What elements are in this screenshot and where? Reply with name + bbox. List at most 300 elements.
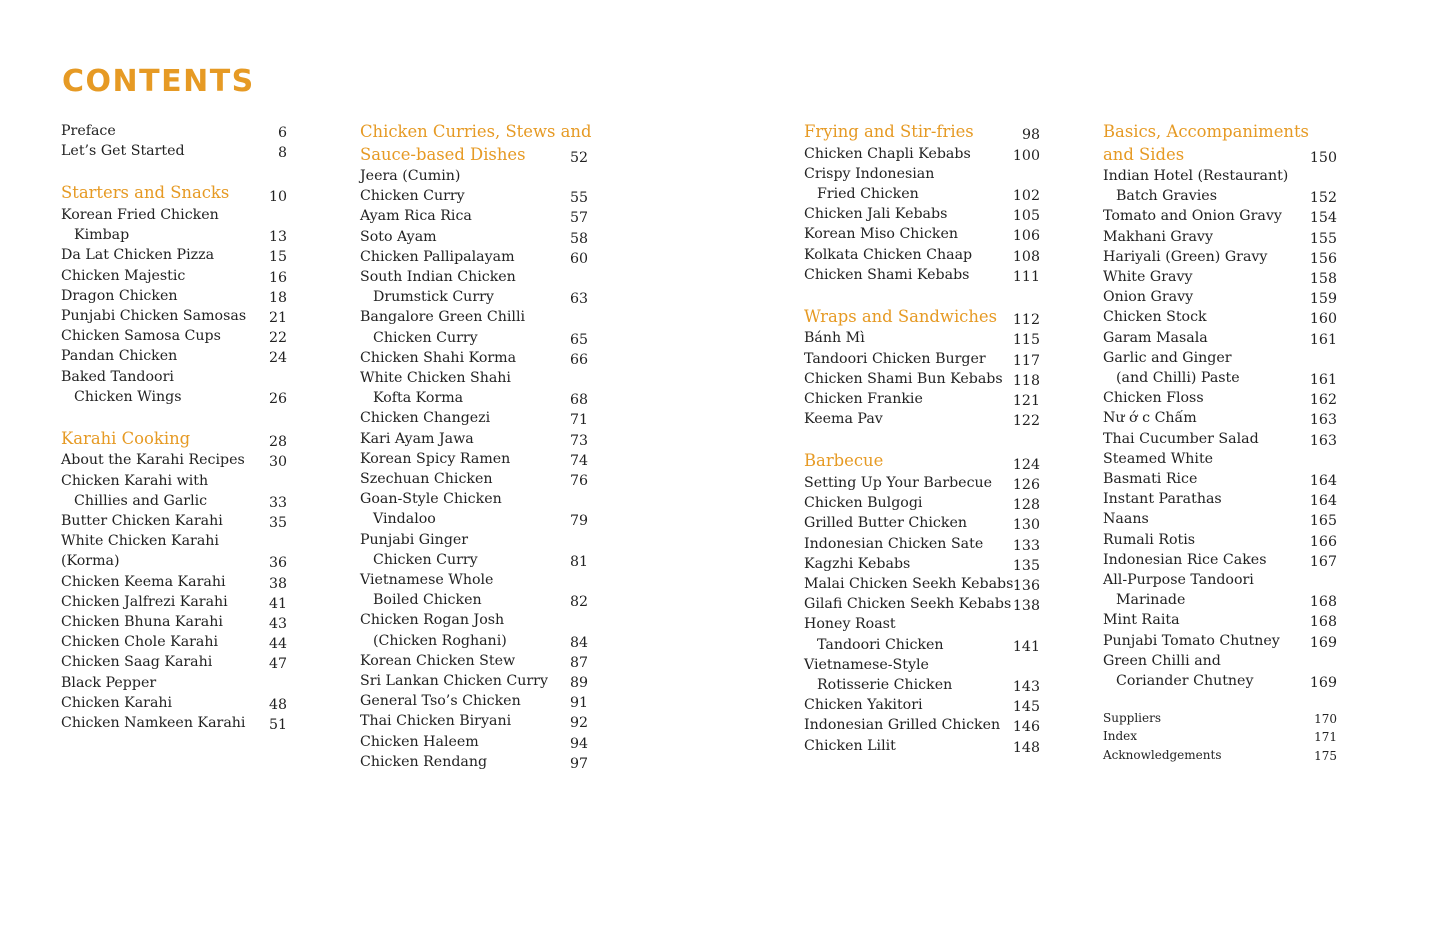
entry-title-line: Chicken Karahi [61, 694, 173, 711]
entry-title [61, 531, 251, 571]
entry-title-line: Chicken Floss [1103, 390, 1204, 407]
section-heading-page: 28 [268, 434, 287, 451]
entry-page-number: 44 [268, 636, 287, 653]
entry-title [804, 389, 1004, 409]
contents-entry[interactable] [804, 265, 1040, 285]
contents-entry[interactable] [1103, 570, 1337, 610]
entry-title [1103, 328, 1301, 348]
contents-entry[interactable] [804, 349, 1040, 369]
contents-entry[interactable] [804, 164, 1040, 204]
entry-page-number: 163 [1309, 412, 1337, 429]
contents-entry[interactable] [360, 206, 588, 226]
entry-page-number: 16 [268, 269, 287, 286]
entry-title [804, 574, 1014, 594]
contents-entry[interactable] [61, 713, 287, 733]
entry-page-number: 94 [569, 735, 588, 752]
section-heading-line: Barbecue [804, 451, 884, 471]
contents-entry[interactable] [61, 592, 287, 612]
entry-title [61, 693, 251, 713]
entry-title-line: Keema Pav [804, 411, 883, 428]
entry-title-line: Indonesian Rice Cakes [1103, 551, 1267, 568]
entry-title-line: Kofta Korma [373, 390, 464, 407]
section-heading[interactable] [61, 182, 287, 205]
entry-title-line: Green Chilli and [1103, 652, 1221, 669]
entry-page-number: 136 [1012, 577, 1040, 594]
contents-entry[interactable] [1103, 227, 1337, 247]
contents-entry[interactable] [804, 554, 1040, 574]
entry-title-line: Chicken Jali Kebabs [804, 206, 948, 223]
entry-title-line: Indonesian Grilled Chicken [804, 717, 1001, 734]
entry-title-line: Boiled Chicken [373, 592, 482, 609]
section-heading[interactable] [61, 428, 287, 451]
entry-title-line: Batch Gravies [1116, 188, 1217, 205]
entry-title-line: Chicken Frankie [804, 391, 923, 408]
contents-entry[interactable] [360, 429, 588, 449]
contents-entry[interactable] [360, 671, 588, 691]
contents-entry[interactable] [360, 570, 588, 610]
contents-entry[interactable] [1103, 247, 1337, 267]
entry-title [1103, 227, 1301, 247]
contents-entry[interactable] [1103, 429, 1337, 449]
entry-page-number: 87 [569, 654, 588, 671]
entry-title [1103, 449, 1301, 489]
entry-title-line: Butter Chicken Karahi [61, 513, 223, 530]
section-heading[interactable] [360, 121, 592, 166]
entry-page-number: 22 [268, 330, 287, 347]
entry-title-line: Tandoori Chicken [817, 636, 944, 653]
entry-page-number: 133 [1012, 537, 1040, 554]
entry-title [360, 671, 552, 691]
entry-title-line: Punjabi Tomato Chutney [1103, 632, 1280, 649]
entry-title [61, 306, 251, 326]
contents-entry[interactable] [360, 267, 588, 307]
entry-title [360, 610, 552, 650]
entry-page-number: 148 [1012, 739, 1040, 756]
entry-page-number: 121 [1012, 393, 1040, 410]
contents-entry[interactable] [61, 326, 287, 346]
entry-page-number: 97 [569, 755, 588, 772]
section-heading-line: Karahi Cooking [61, 428, 191, 448]
contents-entry[interactable] [1103, 408, 1337, 428]
contents-entry[interactable] [1103, 489, 1337, 509]
contents-entry[interactable] [1103, 727, 1337, 745]
contents-entry[interactable] [61, 693, 287, 713]
contents-entry[interactable] [1103, 530, 1337, 550]
contents-entry[interactable] [61, 367, 287, 407]
entry-title-line: Crispy Indonesian [804, 165, 935, 182]
contents-entry[interactable] [1103, 287, 1337, 307]
section-heading-page: 98 [1021, 127, 1040, 144]
contents-entry[interactable] [1103, 388, 1337, 408]
contents-entry[interactable] [804, 328, 1040, 348]
contents-entry[interactable] [61, 673, 287, 693]
entry-title [61, 266, 251, 286]
entry-title [61, 141, 251, 161]
entry-title-line: Setting Up Your Barbecue [804, 474, 993, 491]
contents-entry[interactable] [360, 651, 588, 671]
entry-title-line: Let’s Get Started [61, 143, 185, 160]
contents-entry[interactable] [1103, 550, 1337, 570]
entry-title-line: Vindaloo [373, 511, 436, 528]
entry-title-line: Szechuan Chicken [360, 471, 493, 488]
contents-entry[interactable] [61, 612, 287, 632]
contents-entry[interactable] [1103, 267, 1337, 287]
section-heading-line: Starters and Snacks [61, 183, 230, 203]
contents-entry[interactable] [61, 286, 287, 306]
contents-entry[interactable] [61, 572, 287, 592]
contents-entry[interactable] [1103, 328, 1337, 348]
entry-title [360, 408, 552, 428]
contents-entry[interactable] [360, 348, 588, 368]
section-heading-title [1103, 121, 1309, 166]
entry-title [61, 205, 251, 245]
contents-entry[interactable] [360, 732, 588, 752]
entry-title [360, 489, 552, 529]
contents-entry[interactable] [1103, 709, 1337, 727]
contents-entry[interactable] [360, 247, 588, 267]
entry-title [804, 245, 1004, 265]
contents-entry[interactable] [61, 245, 287, 265]
section-heading-line: Frying and Stir-fries [804, 122, 974, 141]
contents-section [804, 306, 1040, 430]
entry-title-line: Chicken Chapli Kebabs [804, 145, 971, 162]
contents-entry[interactable] [61, 652, 287, 672]
entry-page-number: 169 [1309, 675, 1337, 692]
contents-entry[interactable] [1103, 449, 1337, 489]
entry-title-line: Thai Cucumber Salad [1103, 430, 1259, 447]
entry-title [61, 245, 251, 265]
entry-title [61, 450, 251, 470]
contents-entry[interactable] [61, 632, 287, 652]
contents-entry[interactable] [360, 227, 588, 247]
contents-entry[interactable] [1103, 651, 1337, 691]
entry-title [804, 204, 1004, 224]
entry-page-number: 168 [1309, 594, 1337, 611]
entry-page-number: 108 [1012, 248, 1040, 265]
entry-title-line: Marinade [1116, 592, 1186, 609]
contents-section [61, 121, 287, 161]
entry-page-number: 168 [1309, 614, 1337, 631]
section-spacer [61, 407, 287, 428]
entry-page-number: 117 [1012, 352, 1040, 369]
entry-title-line: Chicken Changezi [360, 410, 491, 427]
entry-title [804, 409, 1004, 429]
entry-page-number: 18 [268, 289, 287, 306]
contents-entry[interactable] [1103, 631, 1337, 651]
section-heading[interactable] [804, 121, 1040, 144]
entry-title [360, 691, 552, 711]
entry-title-line: Chicken Rogan Josh [360, 612, 505, 629]
section-heading[interactable] [804, 450, 1040, 473]
entry-title-line: Tomato and Onion Gravy [1103, 208, 1282, 225]
entry-title-line: Acknowledgements [1103, 747, 1222, 762]
entry-title-line: White Chicken Karahi [61, 533, 219, 550]
contents-entry[interactable] [360, 186, 588, 206]
entry-page-number: 111 [1012, 268, 1040, 285]
contents-entry[interactable] [804, 204, 1040, 224]
entry-title [804, 695, 1004, 715]
entry-title-line: Indonesian Chicken Sate [804, 535, 984, 552]
entry-title-line: South Indian Chicken [360, 269, 516, 286]
entry-title-line: Kimbap [74, 227, 130, 244]
entry-title [61, 592, 251, 612]
contents-entry[interactable] [61, 471, 287, 511]
contents-entry[interactable] [360, 166, 588, 186]
entry-title-line: Jeera (Cumin) [360, 168, 461, 184]
contents-entry[interactable] [804, 513, 1040, 533]
contents-entry[interactable] [360, 691, 588, 711]
entry-title-line: White Chicken Shahi [360, 370, 511, 387]
entry-title [61, 652, 251, 672]
entry-title-line: Vietnamese Whole [360, 572, 494, 589]
contents-entry[interactable] [61, 141, 287, 161]
entry-title [360, 651, 552, 671]
entry-title [360, 227, 552, 247]
contents-entry[interactable] [360, 610, 588, 650]
entry-page-number: 60 [569, 250, 588, 267]
entry-title-line: Chicken Haleem [360, 733, 479, 750]
entry-page-number: 73 [569, 432, 588, 449]
entry-title-line: Chicken Rendang [360, 753, 488, 770]
entry-title-line: Chicken Jalfrezi Karahi [61, 593, 228, 610]
entry-title-line: Thai Chicken Biryani [360, 713, 512, 730]
entry-title-line: Kagzhi Kebabs [804, 555, 911, 572]
entry-title-line: Malai Chicken Seekh Kebabs [804, 575, 1014, 592]
entry-title [1103, 631, 1301, 651]
contents-entry[interactable] [61, 531, 287, 571]
entry-page-number: 84 [569, 634, 588, 651]
entry-page-number: 79 [569, 513, 588, 530]
entry-page-number: 164 [1309, 473, 1337, 490]
entry-title [804, 736, 1004, 756]
contents-entry[interactable] [360, 530, 588, 570]
page-title: CONTENTS [62, 64, 255, 99]
entry-title-line: White Gravy [1103, 269, 1193, 286]
entry-title-line: Onion Gravy [1103, 289, 1194, 306]
entry-title [360, 166, 552, 186]
contents-column-4 [1103, 121, 1337, 764]
contents-entry[interactable] [804, 245, 1040, 265]
entry-title [360, 429, 552, 449]
entry-title [804, 144, 1004, 164]
contents-entry[interactable] [1103, 509, 1337, 529]
section-heading-line: Wraps and Sandwiches [804, 306, 998, 326]
entry-title-line: Chicken Namkeen Karahi [61, 715, 246, 732]
contents-entry[interactable] [804, 493, 1040, 513]
entry-title-line: Drumstick Curry [373, 289, 494, 306]
entry-title [360, 449, 552, 469]
entry-title [1103, 746, 1301, 764]
entry-title [1103, 550, 1301, 570]
entry-title-line: Chicken Shami Bun Kebabs [804, 370, 1003, 387]
entry-title-line: Chicken Keema Karahi [61, 573, 226, 590]
contents-entry[interactable] [61, 266, 287, 286]
entry-title-line: Chillies and Garlic [74, 492, 208, 509]
entry-page-number: 128 [1012, 497, 1040, 514]
entry-title [1103, 206, 1301, 226]
entry-page-number: 74 [569, 452, 588, 469]
entry-title-line: (and Chilli) Paste [1116, 370, 1240, 387]
entry-title [360, 368, 552, 408]
entry-title-line: Korean Chicken Stew [360, 652, 516, 669]
entry-title [61, 511, 251, 531]
entry-title [1103, 388, 1301, 408]
entry-page-number: 21 [268, 309, 287, 326]
section-spacer [804, 285, 1040, 306]
entry-page-number: 118 [1012, 372, 1040, 389]
contents-entry[interactable] [360, 307, 588, 347]
section-heading-title [804, 450, 1004, 473]
contents-section [61, 182, 287, 407]
entry-page-number: 102 [1012, 187, 1040, 204]
contents-entry[interactable] [61, 511, 287, 531]
section-heading-page: 150 [1309, 149, 1337, 166]
contents-entry[interactable] [804, 473, 1040, 493]
contents-entry[interactable] [360, 408, 588, 428]
section-heading-page: 124 [1012, 456, 1040, 473]
entry-title [61, 572, 251, 592]
contents-entry[interactable] [360, 449, 588, 469]
entry-title-line: Coriander Chutney [1116, 673, 1254, 690]
entry-title [61, 326, 251, 346]
entry-title-line: Punjabi Chicken Samosas [61, 307, 247, 324]
entry-page-number: 71 [569, 412, 588, 429]
entry-title [804, 594, 1012, 614]
contents-entry[interactable] [804, 369, 1040, 389]
entry-page-number: 165 [1309, 513, 1337, 530]
contents-entry[interactable] [804, 655, 1040, 695]
contents-section [804, 450, 1040, 755]
entry-title [1103, 348, 1301, 388]
section-heading-page: 52 [569, 149, 588, 166]
entry-page-number: 145 [1012, 699, 1040, 716]
entry-page-number: 26 [268, 390, 287, 407]
entry-title [1103, 287, 1301, 307]
contents-entry[interactable] [804, 614, 1040, 654]
contents-entry[interactable] [61, 450, 287, 470]
entry-title-line: Chicken Bhuna Karahi [61, 614, 223, 631]
entry-page-number: 164 [1309, 493, 1337, 510]
entry-title-line: Chicken Lilit [804, 737, 896, 754]
contents-entry[interactable] [804, 534, 1040, 554]
entry-page-number: 43 [268, 616, 287, 633]
contents-entry[interactable] [1103, 610, 1337, 630]
entry-title-line: Naans [1103, 511, 1149, 528]
entry-title-line: Ayam Rica Rica [360, 208, 472, 225]
entry-page-number: 13 [268, 229, 287, 246]
contents-entry[interactable] [804, 736, 1040, 756]
entry-page-number: 167 [1309, 553, 1337, 570]
entry-title [61, 346, 251, 366]
entry-title [1103, 267, 1301, 287]
contents-entry[interactable] [360, 469, 588, 489]
contents-column-1 [61, 121, 287, 733]
entry-page-number: 146 [1012, 719, 1040, 736]
entry-title [360, 711, 552, 731]
entry-page-number: 161 [1309, 372, 1337, 389]
contents-entry[interactable] [360, 368, 588, 408]
section-heading[interactable] [1103, 121, 1337, 166]
contents-entry[interactable] [360, 711, 588, 731]
contents-entry[interactable] [1103, 307, 1337, 327]
contents-section [360, 121, 592, 772]
contents-entry[interactable] [61, 306, 287, 326]
section-spacer [1103, 691, 1337, 709]
entry-title [360, 307, 552, 347]
contents-entry[interactable] [804, 224, 1040, 244]
entry-page-number: 6 [277, 125, 287, 141]
entry-title [1103, 429, 1301, 449]
contents-entry[interactable] [804, 594, 1040, 614]
entry-page-number: 170 [1314, 712, 1337, 727]
entry-title-line: Chicken Curry [360, 188, 465, 205]
entry-title-line: (Korma) [61, 553, 120, 570]
section-heading[interactable] [804, 306, 1040, 329]
entry-title-line: Soto Ayam [360, 228, 437, 245]
entry-page-number: 135 [1012, 557, 1040, 574]
entry-page-number: 130 [1012, 517, 1040, 534]
section-heading-page: 112 [1012, 312, 1040, 329]
contents-entry[interactable] [804, 144, 1040, 164]
contents-entry[interactable] [804, 715, 1040, 735]
section-heading-title [61, 428, 251, 451]
section-heading-title [61, 182, 251, 205]
contents-entry[interactable] [804, 574, 1040, 594]
entry-title [61, 632, 251, 652]
contents-entry[interactable] [61, 121, 287, 141]
contents-entry[interactable] [804, 389, 1040, 409]
entry-title-line: Chicken Stock [1103, 309, 1207, 326]
entry-title-line: Indian Hotel (Restaurant) [1103, 168, 1289, 184]
contents-entry[interactable] [1103, 348, 1337, 388]
contents-entry[interactable] [61, 346, 287, 366]
contents-column-3 [804, 121, 1040, 756]
entry-page-number: 160 [1309, 311, 1337, 328]
contents-entry[interactable] [1103, 746, 1337, 764]
entry-title [61, 286, 251, 306]
entry-title-line: Pandan Chicken [61, 348, 178, 365]
contents-entry[interactable] [804, 409, 1040, 429]
entry-title-line: Bangalore Green Chilli [360, 309, 526, 326]
entry-title-line: Index [1103, 729, 1138, 744]
entry-title-line: Chicken Curry [373, 551, 478, 568]
entry-title [804, 224, 1004, 244]
entry-page-number: 155 [1309, 230, 1337, 247]
contents-entry[interactable] [61, 205, 287, 245]
entry-page-number: 47 [268, 656, 287, 673]
entry-title [804, 655, 1004, 695]
entry-title-line: Baked Tandoori [61, 368, 174, 385]
entry-title [360, 469, 552, 489]
section-spacer [61, 161, 287, 182]
entry-title-line: Chicken Saag Karahi [61, 654, 213, 671]
entry-title-line: Grilled Butter Chicken [804, 515, 967, 532]
contents-entry[interactable] [1103, 206, 1337, 226]
contents-entry[interactable] [804, 695, 1040, 715]
entry-title-line: Dragon Chicken [61, 287, 178, 304]
entry-page-number: 92 [569, 715, 588, 732]
entry-page-number: 156 [1309, 250, 1337, 267]
entry-title [804, 369, 1004, 389]
entry-title [360, 570, 552, 610]
entry-title-line: Garam Masala [1103, 329, 1208, 346]
contents-entry[interactable] [360, 752, 588, 772]
entry-page-number: 82 [569, 594, 588, 611]
section-spacer [804, 429, 1040, 450]
entry-title [1103, 651, 1301, 691]
contents-entry[interactable] [360, 489, 588, 529]
contents-entry[interactable] [1103, 166, 1337, 206]
